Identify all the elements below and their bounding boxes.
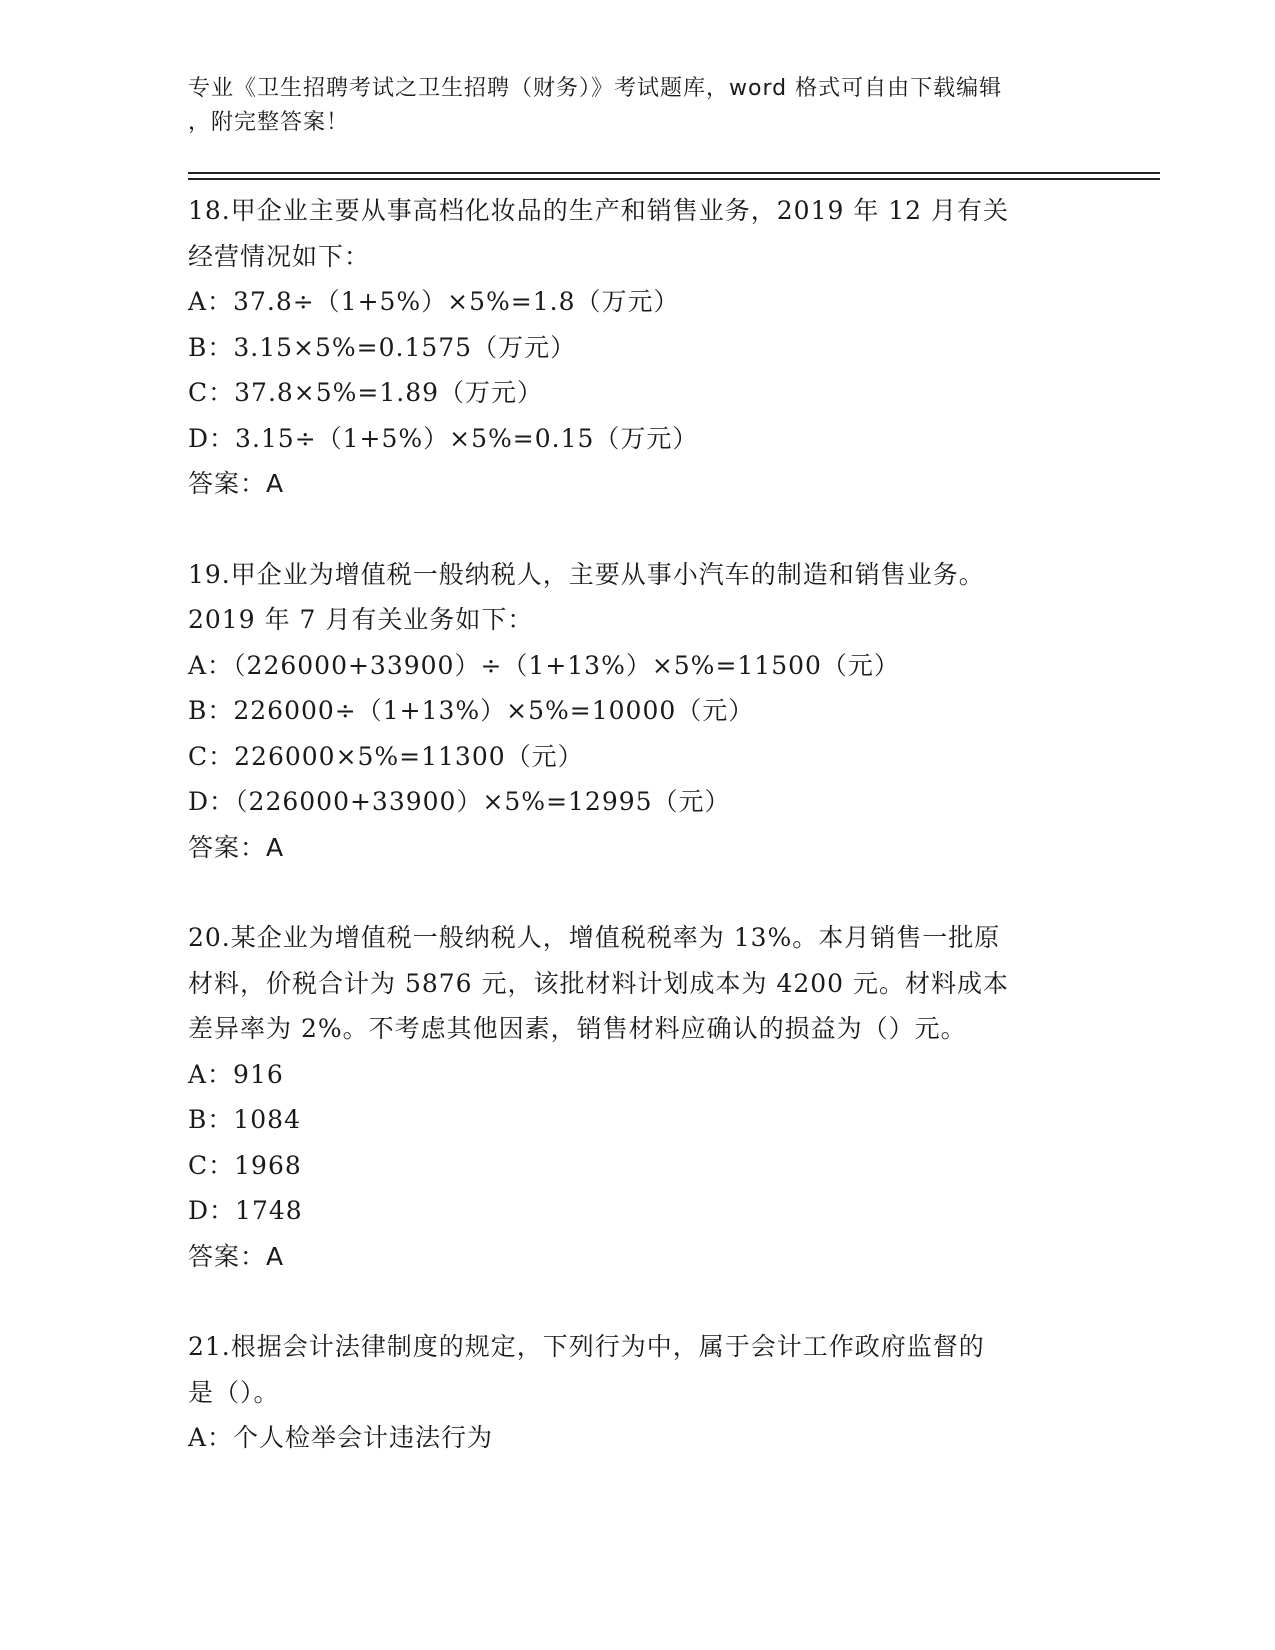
option-d: D：3.15÷（1+5%）×5%=0.15（万元） (188, 423, 699, 453)
option-a: A：个人检举会计违法行为 (188, 1423, 494, 1452)
header-line: ，附完整答案！ (188, 110, 350, 135)
question-stem-line: 20.某企业为增值税一般纳税人，增值税税率为 13%。本月销售一批原 (188, 923, 1001, 952)
question-21 (188, 1324, 1088, 1461)
answer-line: 答案：A (188, 832, 285, 862)
question-stem-line: 18.甲企业主要从事高档化妆品的生产和销售业务，2019 年 12 月有关 (188, 196, 1010, 225)
option-b: B：226000÷（1+13%）×5%=10000（元） (188, 696, 755, 725)
question-stem-line: 19.甲企业为增值税一般纳税人，主要从事小汽车的制造和销售业务。 (188, 559, 985, 589)
question-stem-line: 材料，价税合计为 5876 元，该批材料计划成本为 4200 元。材料成本 (188, 968, 1010, 998)
header-line: 专业《卫生招聘考试之卫生招聘（财务）》考试题库，word 格式可自由下载编辑 (188, 76, 1003, 101)
option-b: B：3.15×5%=0.1575（万元） (188, 332, 577, 362)
question-spacer (188, 1279, 1088, 1324)
option-b: B：1084 (188, 1105, 301, 1134)
answer-line: 答案：A (188, 469, 285, 498)
option-c: C：37.8×5%=1.89（万元） (188, 378, 544, 407)
header-divider-top (188, 172, 1160, 174)
option-a: A：（226000+33900）÷（1+13%）×5%=11500（元） (188, 650, 900, 680)
question-20 (188, 915, 1088, 1279)
question-list (188, 188, 1088, 1461)
option-d: D：（226000+33900）×5%=12995（元） (188, 787, 731, 816)
option-a: A：37.8÷（1+5%）×5%=1.8（万元） (188, 287, 680, 316)
option-c: C：226000×5%=11300（元） (188, 741, 584, 771)
question-19 (188, 552, 1088, 871)
option-c: C：1968 (188, 1150, 302, 1180)
question-stem-line: 2019 年 7 月有关业务如下： (188, 605, 534, 634)
question-spacer (188, 507, 1088, 552)
question-spacer (188, 870, 1088, 915)
document-header-note (188, 72, 1068, 140)
question-stem-line: 经营情况如下： (188, 241, 371, 271)
question-stem-line: 差异率为 2%。不考虑其他因素，销售材料应确认的损益为（）元。 (188, 1014, 967, 1043)
question-stem-line: 是（）。 (188, 1377, 280, 1407)
question-18 (188, 188, 1088, 507)
option-a: A：916 (188, 1059, 284, 1089)
option-d: D：1748 (188, 1196, 303, 1225)
header-divider-bottom (188, 178, 1160, 180)
answer-line: 答案：A (188, 1241, 285, 1271)
question-stem-line: 21.根据会计法律制度的规定，下列行为中，属于会计工作政府监督的 (188, 1332, 985, 1361)
